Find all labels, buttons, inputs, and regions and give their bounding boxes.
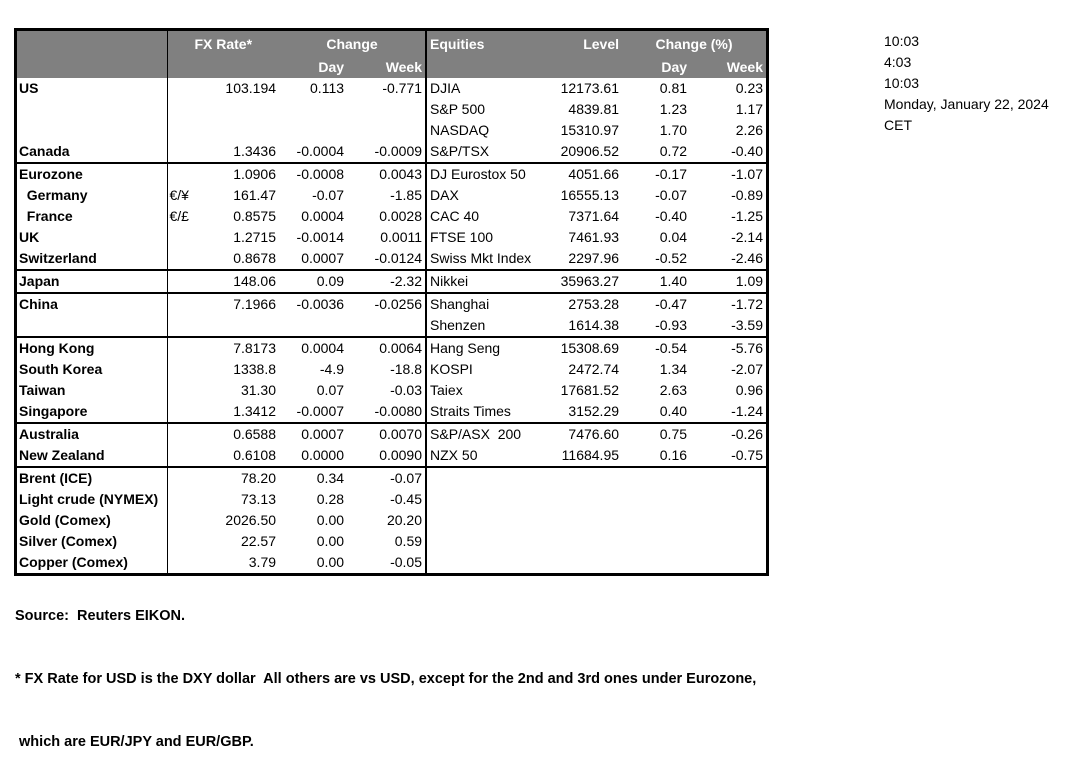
fx-table-row <box>17 99 425 120</box>
fx-table-row <box>17 531 425 552</box>
fx-rate-cell: 78.20 <box>240 470 277 486</box>
fx-rate-cell: 2026.50 <box>225 512 277 528</box>
fx-rate-cell: 1338.8 <box>233 361 277 377</box>
equity-level-cell <box>554 510 622 531</box>
equity-name-cell: Hang Seng <box>430 340 501 356</box>
footnote-line-2: which are EUR/JPY and EUR/GBP. <box>15 734 254 750</box>
fx-rates-table <box>17 31 425 573</box>
fx-table-row <box>17 141 425 163</box>
equity-week-change-cell: -3.59 <box>690 315 766 337</box>
equity-name-cell: Shanghai <box>430 296 490 312</box>
fx-currency-pair-cell <box>167 423 198 445</box>
equity-day-change-cell: -0.47 <box>655 296 688 312</box>
fx-table-row <box>17 423 425 445</box>
fx-region-cell: Canada <box>17 141 167 163</box>
equities-table <box>425 31 766 573</box>
equity-week-change-cell: -0.26 <box>731 426 764 442</box>
equity-name-cell: Shenzen <box>426 315 554 337</box>
fx-week-change-cell <box>347 120 425 141</box>
update-time-2: 4:03 <box>884 54 912 70</box>
fx-region-cell: Copper (Comex) <box>17 552 167 573</box>
equities-table-row <box>426 401 766 423</box>
fx-rate-cell: 1.2715 <box>233 229 277 245</box>
equity-day-change-cell: 1.40 <box>622 270 690 293</box>
source-line: Source: Reuters EIKON. <box>15 608 186 624</box>
equity-day-change-cell: 0.81 <box>659 80 688 96</box>
fx-currency-pair-cell <box>167 489 198 510</box>
equity-level-cell: 7476.60 <box>568 426 620 442</box>
fx-region-cell: US <box>17 78 167 99</box>
fx-week-change-cell: -0.07 <box>390 470 423 486</box>
equities-table-row <box>426 141 766 163</box>
equities-table-row <box>426 120 766 141</box>
fx-currency-pair-cell <box>167 99 198 120</box>
equities-table-row <box>426 78 766 99</box>
equities-table-row <box>426 423 766 445</box>
fx-region-cell: Australia <box>17 423 167 445</box>
equity-week-change-cell: -2.07 <box>731 361 764 377</box>
equities-column-header: Equities <box>426 31 554 57</box>
equity-level-cell: 15310.97 <box>560 122 620 138</box>
fx-day-change-cell: 0.28 <box>316 491 345 507</box>
fx-rate-cell: 31.30 <box>240 382 277 398</box>
equity-level-cell: 20906.52 <box>554 141 622 163</box>
timestamp-panel <box>884 31 1049 136</box>
fx-table-row <box>17 206 425 227</box>
fx-region-cell <box>17 99 167 120</box>
fx-day-change-cell: 0.34 <box>316 470 345 486</box>
fx-header-corner-cell <box>17 31 167 57</box>
equity-day-change-cell: 0.72 <box>622 141 690 163</box>
fx-day-change-cell: 0.0004 <box>301 340 345 356</box>
fx-day-change-cell: -0.0007 <box>279 401 347 423</box>
equity-week-change-cell: -1.24 <box>690 401 766 423</box>
fx-table-row <box>17 380 425 401</box>
equity-week-change-cell: -2.46 <box>690 248 766 270</box>
footnote-line-1: * FX Rate for USD is the DXY dollar All others are vs USD, except for the 2nd and 3rd ones under Eurozone, <box>15 671 757 687</box>
fx-table-row <box>17 120 425 141</box>
fx-day-change-cell: 0.07 <box>316 382 345 398</box>
fx-rate-cell: 0.6588 <box>233 426 277 442</box>
fx-currency-pair-cell <box>167 78 198 99</box>
equities-table-row <box>426 467 766 489</box>
equity-week-change-cell: -0.89 <box>731 187 764 203</box>
equity-name-cell <box>426 531 554 552</box>
equity-day-change-cell: 0.75 <box>659 426 688 442</box>
fx-region-cell: Light crude (NYMEX) <box>17 489 167 510</box>
fx-region-cell: Silver (Comex) <box>17 531 167 552</box>
equity-week-change-cell: -1.25 <box>731 208 764 224</box>
equities-table-row <box>426 359 766 380</box>
fx-currency-pair-cell <box>167 163 198 185</box>
equity-level-cell: 7371.64 <box>568 208 620 224</box>
equities-change-column-header: Change (%) <box>622 31 766 57</box>
equity-name-cell: S&P 500 <box>430 101 486 117</box>
equity-day-change-cell: 2.63 <box>659 382 688 398</box>
equity-week-change-cell: -0.40 <box>690 141 766 163</box>
equity-level-cell: 12173.61 <box>560 80 620 96</box>
fx-currency-pair-cell <box>167 510 198 531</box>
fx-currency-pair-cell <box>167 315 198 337</box>
equity-level-cell: 11684.95 <box>554 445 622 467</box>
equity-week-change-cell: 0.23 <box>735 80 764 96</box>
fx-week-change-cell: -0.45 <box>390 491 423 507</box>
fx-day-change-cell: -0.0014 <box>296 229 345 245</box>
fx-rate-cell: 7.8173 <box>233 340 277 356</box>
fx-region-cell: Eurozone <box>17 163 167 185</box>
fx-rate-column-header: FX Rate* <box>167 31 279 57</box>
equity-week-change-cell: -0.75 <box>690 445 766 467</box>
fx-rate-cell: 73.13 <box>240 491 277 507</box>
equity-week-change-cell: 1.09 <box>690 270 766 293</box>
equities-table-row <box>426 489 766 510</box>
fx-day-change-cell: 0.0004 <box>301 208 345 224</box>
equity-level-cell: 16555.13 <box>560 187 620 203</box>
equity-name-cell: DAX <box>430 187 459 203</box>
equity-name-cell: DJ Eurostox 50 <box>430 166 526 182</box>
fx-rate-cell: 0.6108 <box>198 445 279 467</box>
equity-day-change-cell: 0.16 <box>622 445 690 467</box>
fx-day-change-cell <box>279 315 347 337</box>
equity-week-change-cell: 1.17 <box>735 101 764 117</box>
equity-week-change-cell: -1.72 <box>731 296 764 312</box>
fx-rate-cell: 0.8678 <box>198 248 279 270</box>
equity-day-change-cell <box>622 467 690 489</box>
fx-rate-cell: 22.57 <box>240 533 277 549</box>
equity-day-change-cell: 0.40 <box>622 401 690 423</box>
fx-region-cell: Gold (Comex) <box>17 510 167 531</box>
fx-rate-cell: 148.06 <box>198 270 279 293</box>
equity-day-change-cell <box>622 510 690 531</box>
fx-table-row <box>17 315 425 337</box>
fx-table-row <box>17 401 425 423</box>
fx-region-cell: South Korea <box>17 359 167 380</box>
equity-week-change-cell: 0.96 <box>735 382 764 398</box>
fx-region-cell: Singapore <box>17 401 167 423</box>
fx-day-column-header: Day <box>279 57 347 78</box>
fx-week-change-cell: 0.0064 <box>379 340 423 356</box>
fx-table-row <box>17 489 425 510</box>
equities-table-row <box>426 531 766 552</box>
fx-week-change-cell: 0.0028 <box>379 208 423 224</box>
equity-day-change-cell: -0.17 <box>655 166 688 182</box>
fx-week-change-cell: -2.32 <box>347 270 425 293</box>
fx-currency-pair-cell <box>167 531 198 552</box>
equity-week-change-cell <box>690 489 766 510</box>
equity-day-change-cell: -0.07 <box>655 187 688 203</box>
fx-currency-pair-cell <box>167 270 198 293</box>
fx-rate-cell: 103.194 <box>225 80 277 96</box>
fx-week-change-cell <box>347 315 425 337</box>
fx-week-change-cell: -0.05 <box>390 554 423 570</box>
fx-region-cell <box>17 315 167 337</box>
equity-level-cell <box>554 467 622 489</box>
fx-rate-cell: 1.0906 <box>233 166 277 182</box>
fx-table-row <box>17 467 425 489</box>
equity-week-change-cell <box>690 531 766 552</box>
fx-week-change-cell <box>347 99 425 120</box>
equity-name-cell: Nikkei <box>426 270 554 293</box>
update-time-3: 10:03 <box>884 75 920 91</box>
fx-rate-cell: 3.79 <box>248 554 277 570</box>
equity-day-change-cell: 1.34 <box>659 361 688 377</box>
fx-currency-pair-cell <box>167 445 198 467</box>
fx-currency-pair-cell <box>167 380 198 401</box>
equity-week-change-cell: 2.26 <box>735 122 764 138</box>
fx-week-change-cell: -0.0124 <box>347 248 425 270</box>
fx-day-change-cell: 0.0007 <box>301 426 345 442</box>
fx-day-change-cell: 0.09 <box>279 270 347 293</box>
fx-region-cell: Switzerland <box>17 248 167 270</box>
equity-level-cell: 4839.81 <box>568 101 620 117</box>
date-label: Monday, January 22, 2024 <box>884 96 1049 112</box>
fx-change-column-header: Change <box>279 31 425 57</box>
fx-region-cell: Taiwan <box>17 380 167 401</box>
equity-level-cell <box>554 489 622 510</box>
fx-week-change-cell: -0.0009 <box>347 141 425 163</box>
fx-header-corner-cell-2 <box>17 57 167 78</box>
equity-level-cell: 17681.52 <box>560 382 620 398</box>
equities-table-row <box>426 163 766 185</box>
fx-currency-pair-cell <box>167 227 198 248</box>
equity-level-cell: 1614.38 <box>554 315 622 337</box>
fx-week-change-cell: -18.8 <box>390 361 423 377</box>
equities-table-row <box>426 206 766 227</box>
footnotes <box>15 564 756 774</box>
fx-day-change-cell: 0.00 <box>316 533 345 549</box>
fx-week-change-cell: 0.0011 <box>380 229 423 245</box>
equity-name-cell: S&P/ASX 200 <box>430 426 522 442</box>
fx-region-cell: Hong Kong <box>17 337 167 359</box>
equity-level-cell <box>554 531 622 552</box>
fx-day-change-cell: -0.0008 <box>296 166 345 182</box>
equity-day-change-cell <box>622 489 690 510</box>
fx-week-change-cell: 0.0043 <box>379 166 423 182</box>
fx-table-row <box>17 78 425 99</box>
fx-region-cell: New Zealand <box>17 445 167 467</box>
equity-name-cell: NZX 50 <box>426 445 554 467</box>
equity-day-change-cell: -0.54 <box>655 340 688 356</box>
fx-week-column-header: Week <box>347 57 425 78</box>
fx-week-change-cell: 20.20 <box>386 512 423 528</box>
fx-currency-pair-cell <box>167 337 198 359</box>
fx-week-change-cell: 0.0070 <box>379 426 423 442</box>
equity-day-change-cell: 0.04 <box>659 229 688 245</box>
equities-table-row <box>426 445 766 467</box>
fx-currency-pair-cell: €/¥ <box>169 187 189 203</box>
equities-table-row <box>426 293 766 315</box>
fx-day-change-cell: 0.0007 <box>279 248 347 270</box>
equity-name-cell: DJIA <box>430 80 461 96</box>
equity-day-change-cell: -0.40 <box>655 208 688 224</box>
equities-table-row <box>426 315 766 337</box>
fx-day-change-cell <box>279 120 347 141</box>
fx-table-row <box>17 359 425 380</box>
fx-day-change-cell: 0.00 <box>316 554 345 570</box>
equities-table-row <box>426 510 766 531</box>
fx-currency-pair-cell <box>167 120 198 141</box>
equities-header-spacer-2 <box>554 57 622 78</box>
fx-region-cell: Brent (ICE) <box>17 467 167 489</box>
equity-name-cell <box>426 489 554 510</box>
equity-day-change-cell: 1.70 <box>659 122 688 138</box>
equities-table-row <box>426 185 766 206</box>
fx-currency-pair-cell: €/£ <box>169 208 189 224</box>
fx-rate-cell <box>198 315 279 337</box>
market-data-table <box>14 28 769 576</box>
equity-day-change-cell: -0.93 <box>622 315 690 337</box>
equity-name-cell <box>426 467 554 489</box>
equities-table-row <box>426 99 766 120</box>
fx-rate-cell: 1.3436 <box>198 141 279 163</box>
equities-table-row <box>426 227 766 248</box>
equity-week-change-cell <box>690 467 766 489</box>
fx-week-change-cell: -0.0080 <box>347 401 425 423</box>
fx-table-row <box>17 248 425 270</box>
fx-table-row <box>17 445 425 467</box>
equity-week-change-cell <box>690 510 766 531</box>
equity-level-cell: 4051.66 <box>568 166 620 182</box>
fx-rate-cell <box>198 99 279 120</box>
equity-level-cell: 2753.28 <box>568 296 620 312</box>
fx-rate-cell: 0.8575 <box>233 208 277 224</box>
fx-rate-cell: 1.3412 <box>198 401 279 423</box>
fx-table-row <box>17 510 425 531</box>
fx-region-cell: Japan <box>17 270 167 293</box>
fx-table-row <box>17 337 425 359</box>
fx-week-change-cell: -0.771 <box>382 80 423 96</box>
equities-day-column-header: Day <box>622 57 690 78</box>
update-time-1: 10:03 <box>884 33 920 49</box>
equity-level-cell: 15308.69 <box>560 340 620 356</box>
equity-level-cell: 35963.27 <box>554 270 622 293</box>
fx-rate-cell: 161.47 <box>233 187 277 203</box>
fx-currency-pair-cell <box>167 293 198 315</box>
fx-table-row <box>17 293 425 315</box>
level-column-header: Level <box>554 31 622 57</box>
fx-rate-cell <box>198 120 279 141</box>
equity-name-cell: Straits Times <box>426 401 554 423</box>
fx-currency-pair-cell <box>167 248 198 270</box>
equity-name-cell: FTSE 100 <box>430 229 494 245</box>
equity-week-change-cell: -1.07 <box>731 166 764 182</box>
equity-name-cell: S&P/TSX <box>426 141 554 163</box>
equities-table-row <box>426 380 766 401</box>
fx-week-change-cell: -0.03 <box>390 382 423 398</box>
fx-day-change-cell: 0.0000 <box>279 445 347 467</box>
equities-week-column-header: Week <box>690 57 766 78</box>
fx-day-change-cell <box>279 99 347 120</box>
equity-day-change-cell <box>622 531 690 552</box>
fx-day-change-cell: -0.07 <box>312 187 345 203</box>
fx-region-cell: UK <box>17 227 167 248</box>
equity-week-change-cell: -2.14 <box>731 229 764 245</box>
fx-region-cell: China <box>17 293 167 315</box>
fx-region-cell: Germany <box>17 185 167 206</box>
fx-day-change-cell: -0.0036 <box>296 296 345 312</box>
equity-level-cell: 2472.74 <box>568 361 620 377</box>
equities-table-row <box>426 337 766 359</box>
fx-day-change-cell: 0.00 <box>316 512 345 528</box>
fx-day-change-cell: -4.9 <box>319 361 345 377</box>
fx-currency-pair-cell <box>167 401 198 423</box>
fx-day-change-cell: -0.0004 <box>279 141 347 163</box>
equity-name-cell: CAC 40 <box>430 208 480 224</box>
fx-currency-pair-cell <box>167 359 198 380</box>
fx-week-change-cell: -1.85 <box>390 187 423 203</box>
fx-currency-pair-cell <box>167 141 198 163</box>
equity-name-cell: Swiss Mkt Index <box>426 248 554 270</box>
equity-level-cell: 2297.96 <box>554 248 622 270</box>
equity-name-cell <box>426 510 554 531</box>
equity-name-cell: KOSPI <box>430 361 473 377</box>
equities-header-spacer <box>426 57 554 78</box>
timezone-label: CET <box>884 117 912 133</box>
equity-day-change-cell: -0.52 <box>622 248 690 270</box>
fx-header-spacer <box>167 57 279 78</box>
fx-week-change-cell: 0.0090 <box>347 445 425 467</box>
equity-level-cell: 3152.29 <box>554 401 622 423</box>
fx-table-row <box>17 270 425 293</box>
fx-table-row <box>17 163 425 185</box>
fx-currency-pair-cell <box>167 467 198 489</box>
equities-table-row <box>426 270 766 293</box>
fx-region-cell <box>17 120 167 141</box>
fx-region-cell: France <box>17 206 167 227</box>
fx-table-row <box>17 185 425 206</box>
equity-name-cell: NASDAQ <box>430 122 490 138</box>
fx-day-change-cell: 0.113 <box>310 80 345 96</box>
fx-table-row <box>17 227 425 248</box>
equity-level-cell: 7461.93 <box>568 229 620 245</box>
equities-table-row <box>426 248 766 270</box>
fx-week-change-cell: 0.59 <box>394 533 423 549</box>
fx-rate-cell: 7.1966 <box>233 296 277 312</box>
equity-name-cell: Taiex <box>430 382 463 398</box>
equity-week-change-cell: -5.76 <box>731 340 764 356</box>
equity-day-change-cell: 1.23 <box>659 101 688 117</box>
fx-week-change-cell: -0.0256 <box>374 296 423 312</box>
